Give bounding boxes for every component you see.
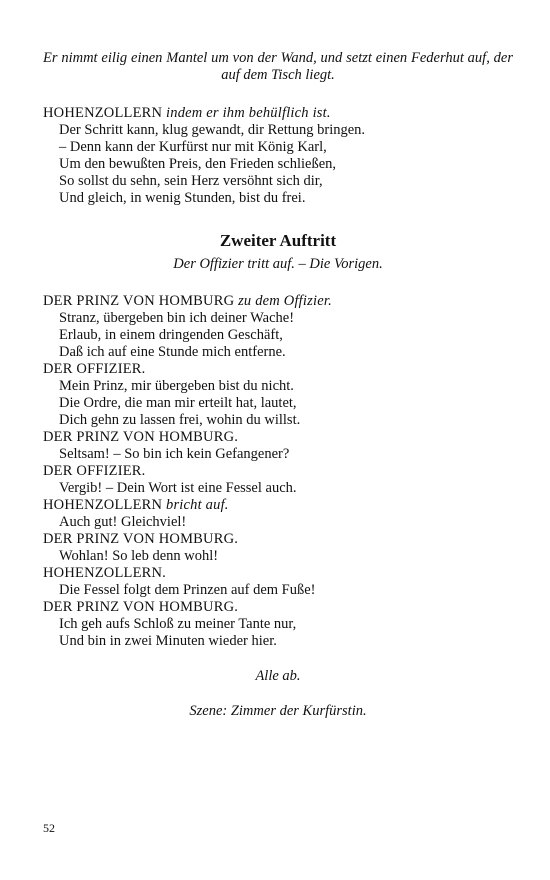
speaker-name: DER PRINZ VON HOMBURG.	[43, 531, 239, 547]
speaker-direction: zu dem Offizier.	[238, 293, 332, 309]
speaker-line	[43, 105, 513, 122]
dialogue	[43, 293, 513, 650]
speaker-name: DER OFFIZIER.	[43, 361, 146, 377]
verse-line: – Denn kann der Kurfürst nur mit König Karl,	[59, 139, 327, 155]
verse-line: So sollst du sehn, sein Herz versöhnt sich dir,	[59, 173, 323, 189]
verse-line: Wohlan! So leb denn wohl!	[59, 548, 219, 564]
speaker-direction: bricht auf.	[166, 497, 229, 513]
speaker-name: HOHENZOLLERN.	[43, 565, 167, 581]
speaker-line	[43, 531, 513, 548]
verse-line: Um den bewußten Preis, den Frieden schließen,	[59, 156, 337, 172]
verse-line: Daß ich auf eine Stunde mich entferne.	[59, 344, 286, 360]
speaker-name: DER PRINZ VON HOMBURG	[43, 293, 235, 309]
speaker-line	[43, 565, 513, 582]
speaker-line	[43, 361, 513, 378]
page-number: 52	[43, 821, 55, 835]
verse-line: Seltsam! – So bin ich kein Gefangener?	[59, 446, 290, 462]
speaker-line	[43, 599, 513, 616]
speaker-direction: indem er ihm behülflich ist.	[166, 105, 331, 121]
verse-line: Die Fessel folgt dem Prinzen auf dem Fuße!	[59, 582, 316, 598]
stage-direction-top: Er nimmt eilig einen Mantel um von der Wand, und setzt einen Federhut auf, der auf dem Tisch liegt.	[43, 50, 513, 83]
verse-line: Stranz, übergeben bin ich deiner Wache!	[59, 310, 295, 326]
verse-line: Und bin in zwei Minuten wieder hier.	[59, 633, 277, 649]
speech-hohenzollern	[43, 105, 513, 207]
verse-line: Die Ordre, die man mir erteilt hat, lautet,	[59, 395, 297, 411]
speaker-name: DER PRINZ VON HOMBURG.	[43, 429, 239, 445]
speaker-line	[43, 463, 513, 480]
exit-direction: Alle ab.	[255, 668, 301, 684]
scene-change: Szene: Zimmer der Kurfürstin.	[189, 703, 367, 719]
speaker-line	[43, 293, 513, 310]
page-body	[43, 50, 513, 720]
scene-title: Zweiter Auftritt	[219, 231, 337, 250]
scene-direction: Der Offizier tritt auf. – Die Vorigen.	[173, 256, 383, 272]
speaker-line	[43, 429, 513, 446]
speaker-line	[43, 497, 513, 514]
verse-line: Erlaub, in einem dringenden Geschäft,	[59, 327, 283, 343]
speaker-name: HOHENZOLLERN	[43, 497, 163, 513]
speaker-name: HOHENZOLLERN	[43, 105, 163, 121]
speaker-name: DER PRINZ VON HOMBURG.	[43, 599, 239, 615]
verse-line: Und gleich, in wenig Stunden, bist du frei.	[59, 190, 306, 206]
speaker-name: DER OFFIZIER.	[43, 463, 146, 479]
verse-line: Vergib! – Dein Wort ist eine Fessel auch.	[59, 480, 297, 496]
verse-line: Der Schritt kann, klug gewandt, dir Rettung bringen.	[59, 122, 366, 138]
verse-line: Mein Prinz, mir übergeben bist du nicht.	[59, 378, 294, 394]
verse-line: Auch gut! Gleichviel!	[59, 514, 187, 530]
verse-line: Ich geh aufs Schloß zu meiner Tante nur,	[59, 616, 297, 632]
verse-line: Dich gehn zu lassen frei, wohin du willst.	[59, 412, 301, 428]
